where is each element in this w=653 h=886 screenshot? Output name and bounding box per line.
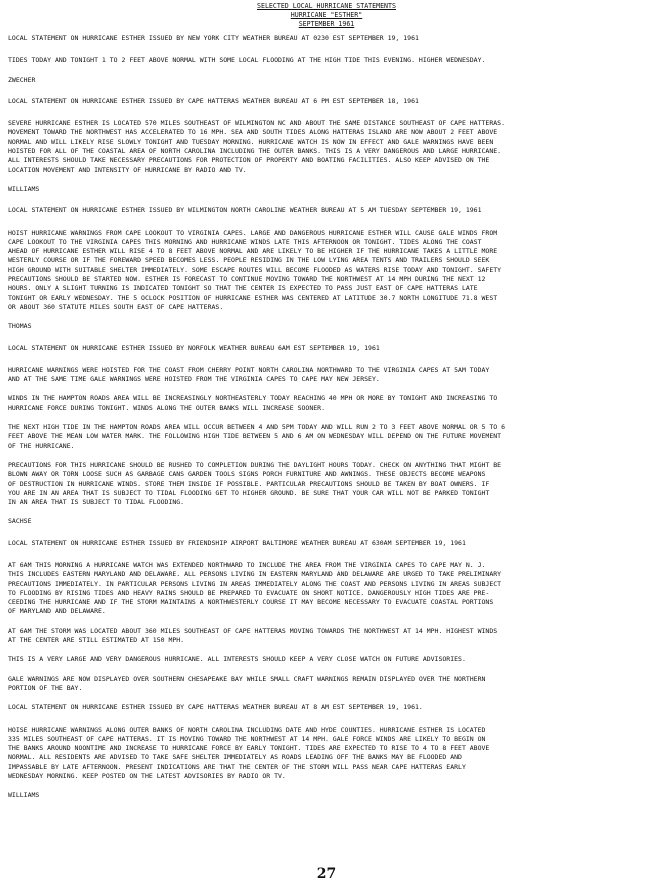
- text-line: HOISTED FOR ALL OF THE COASTAL AREA OF NORTH CAROLINA INCLUDING THE OUTER BANKS. THIS IS A VERY DANGEROUS AND LARGE HURRICANE.: [8, 147, 502, 156]
- statement-heading: [8, 344, 648, 353]
- signature: [8, 185, 648, 194]
- signature: [8, 76, 648, 85]
- paragraph: [8, 119, 648, 175]
- text-line: SEVERE HURRICANE ESTHER IS LOCATED 570 MILES SOUTHEAST OF WILMINGTON NC AND ABOUT THE SAME DISTANCE SOUTHEAST OF CAPE HATTERAS.: [8, 119, 505, 128]
- text-line: LOCAL STATEMENT ON HURRICANE ESTHER ISSUED BY CAPE HATTERAS WEATHER BUREAU AT 8 AM EST SEPTEMBER 19, 1961.: [8, 703, 423, 712]
- text-line: LOCAL STATEMENT ON HURRICANE ESTHER ISSUED BY FRIENDSHIP AIRPORT BALTIMORE WEATHER BUREAU AT 630AM SEPTEMBER 19, 1961: [8, 538, 466, 547]
- text-line: 335 MILES SOUTHEAST OF CAPE HATTERAS. IT IS MOVING TOWARD THE NORTHWEST AT 14 MPH. GALE FORCE WINDS ARE LIKELY TO BEGIN ON: [8, 734, 486, 743]
- text-line: GALE WARNINGS ARE NOW DISPLAYED OVER SOUTHERN CHESAPEAKE BAY WHILE SMALL CRAFT WARNINGS REMAIN DISPLAYED OVER THE NORTHERN: [8, 674, 486, 683]
- page-number: 27: [316, 866, 337, 882]
- paragraph: [8, 394, 648, 413]
- paragraph: [8, 366, 648, 385]
- text-line: ALL INTERESTS SHOULD TAKE NECESSARY PRECAUTIONS FOR PROTECTION OF PROPERTY AND BOATING FACILITIES. ALSO KEEP ADVISED ON THE: [8, 156, 490, 165]
- statement-heading: [8, 97, 648, 106]
- text-line: PORTION OF THE BAY.: [8, 683, 83, 692]
- paragraph: [8, 423, 648, 451]
- text-line: THIS INCLUDES EASTERN MARYLAND AND DELAWARE. ALL PERSONS LIVING IN EASTERN MARYLAND AND DELAWARE ARE URGED TO TAKE PRELIMINARY: [8, 570, 502, 579]
- text-line: HIGH GROUND WITH SUITABLE SHELTER IMMEDIATELY. SOME ESCAPE ROUTES WILL BECOME FLOODED AS WATERS RISE TODAY AND TONIGHT. SAFETY: [8, 265, 502, 274]
- text-line: OR ABOUT 360 STATUTE MILES SOUTH EAST OF CAPE HATTERAS.: [8, 302, 224, 311]
- text-line: LOCAL STATEMENT ON HURRICANE ESTHER ISSUED BY CAPE HATTERAS WEATHER BUREAU AT 6 PM EST SEPTEMBER 18, 1961: [8, 96, 419, 105]
- signature: [8, 791, 648, 800]
- text-line: THE NEXT HIGH TIDE IN THE HAMPTON ROADS AREA WILL OCCUR BETWEEN 4 AND 5PM TODAY AND WILL RUN 2 TO 3 FEET ABOVE NORMAL OR 5 TO 6: [8, 423, 505, 432]
- document-title: SELECTED LOCAL HURRICANE STATEMENTS: [257, 2, 396, 10]
- statement-heading: [8, 206, 648, 215]
- text-line: PRECAUTIONS SHOULD BE STARTED NOW. ESTHER IS FORECAST TO CONTINUE MOVING TOWARD THE NORTHWEST AT 14 MPH DURING THE NEXT 12: [8, 275, 486, 284]
- paragraph: [8, 675, 648, 694]
- text-line: NORMAL. ALL RESIDENTS ARE ADVISED TO TAKE SAFE SHELTER IMMEDIATELY AS ROADS LEADING OFF THE BANKS MAY BE FLOODED AND: [8, 753, 462, 762]
- text-line: TO FLOODING BY RISING TIDES AND HEAVY RAINS SHOULD BE PREPARED TO EVACUATE ON SHORT NOTICE. DANGEROUSLY HIGH TIDES ARE PRE-: [8, 588, 490, 597]
- signature: [8, 517, 648, 526]
- text-line: AT 6AM THE STORM WAS LOCATED ABOUT 360 MILES SOUTHEAST OF CAPE HATTERAS MOVING TOWARDS THE NORTHWEST AT 14 MPH. HIGHEST WINDS: [8, 626, 498, 635]
- statement-heading: [8, 539, 648, 548]
- text-line: AT THE CENTER ARE STILL ESTIMATED AT 150 MPH.: [8, 636, 185, 645]
- signature: [8, 322, 648, 331]
- document-subtitle: HURRICANE "ESTHER": [290, 10, 363, 19]
- text-line: THE BANKS AROUND NOONTIME AND INCREASE TO HURRICANE FORCE BY EARLY TONIGHT. TIDES ARE EXPECTED TO RISE TO 4 TO 8 FEET ABOVE: [8, 744, 490, 753]
- text-line: LOCAL STATEMENT ON HURRICANE ESTHER ISSUED BY NEW YORK CITY WEATHER BUREAU AT 0230 EST SEPTEMBER 19, 1961: [8, 34, 419, 42]
- paragraph: [8, 56, 648, 65]
- text-line: OF DESTRUCTION IN HURRICANE WINDS. STORE THEM INSIDE IF POSSIBLE. PARTICULAR PRECAUTIONS SHOULD BE TAKEN BY BOAT OWNERS. IF: [8, 479, 490, 488]
- document-date: SEPTEMBER 1961: [298, 19, 355, 28]
- paragraph: [8, 627, 648, 646]
- text-line: HOISE HURRICANE WARNINGS ALONG OUTER BANKS OF NORTH CAROLINA INCLUDING DATE AND HYDE COUNTIES. HURRICANE ESTHER IS LOCATED: [8, 725, 486, 734]
- text-line: OF THE HURRICANE.: [8, 441, 75, 450]
- text-line: WILLIAMS: [8, 184, 40, 193]
- text-line: OF MARYLAND AND DELAWARE.: [8, 607, 106, 616]
- text-line: WILLIAMS: [8, 791, 40, 800]
- text-line: WESTERLY COURSE OR IF THE FOREWARD SPEED BECOMES LESS. PEOPLE RESIDING IN THE LOW LYING AREA TENTS AND TRAILERS SHOULD SEEK: [8, 256, 490, 265]
- text-line: THOMAS: [8, 322, 32, 331]
- text-line: YOU ARE IN AN AREA THAT IS SUBJECT TO TIDAL FLOODING GET TO HIGHER GROUND. BE SURE THAT YOUR CAR WILL NOT BE PARKED TONIGHT: [8, 488, 490, 497]
- text-line: FEET ABOVE THE MEAN LOW WATER MARK. THE FOLLOWING HIGH TIDE BETWEEN 5 AND 6 AM ON WEDNESDAY WILL DEPEND ON THE FUTURE MOVEMENT: [8, 432, 502, 441]
- text-line: TIDES TODAY AND TONIGHT 1 TO 2 FEET ABOVE NORMAL WITH SOME LOCAL FLOODING AT THE HIGH TIDE THIS EVENING. HIGHER WEDNESDAY.: [8, 56, 486, 65]
- paragraph: [8, 461, 648, 507]
- statements-body: [8, 34, 648, 813]
- text-line: BLOWN AWAY OR TORN LOOSE SUCH AS GARBAGE CANS GARDEN TOOLS SIGNS PORCH FURNITURE AND AWNINGS. THESE OBJECTS BECOME WEAPONS: [8, 470, 486, 479]
- text-line: LOCATION MOVEMENT AND INTENSITY OF HURRICANE BY RADIO AND TV.: [8, 165, 247, 174]
- text-line: SACHSE: [8, 517, 32, 526]
- statement-heading: [8, 34, 648, 43]
- text-line: AND AT THE SAME TIME GALE WARNINGS WERE HOISTED FROM THE VIRGINIA CAPES TO CAPE MAY NEW JERSEY.: [8, 375, 380, 384]
- text-line: HURRICANE FORCE DURING TONIGHT. WINDS ALONG THE OUTER BANKS WILL INCREASE SOONER.: [8, 403, 325, 412]
- text-line: IN AN AREA THAT IS SUBJECT TO TIDAL FLOODING.: [8, 498, 185, 507]
- text-line: ZWECHER: [8, 75, 36, 84]
- text-line: AHEAD OF HURRICANE ESTHER WILL RISE 4 TO 8 FEET ABOVE NORMAL AND ARE LIKELY TO BE HIGHER IF THE HURRICANE TAKES A LITTLE MORE: [8, 247, 498, 256]
- paragraph: [8, 726, 648, 782]
- statement-heading: [8, 703, 648, 712]
- text-line: TONIGHT OR EARLY WEDNESDAY. THE 5 OCLOCK POSITION OF HURRICANE ESTHER WAS CENTERED AT LATITUDE 30.7 NORTH LONGITUDE 71.8 WEST: [8, 293, 498, 302]
- text-line: LOCAL STATEMENT ON HURRICANE ESTHER ISSUED BY NORFOLK WEATHER BUREAU 6AM EST SEPTEMBER 19, 1961: [8, 343, 380, 352]
- text-line: AT 6AM THIS MORNING A HURRICANE WATCH WAS EXTENDED NORTHWARD TO INCLUDE THE AREA FROM THE VIRGINIA CAPES TO CAPE MAY N. J.: [8, 560, 486, 569]
- document-header: [0, 2, 653, 28]
- text-line: LOCAL STATEMENT ON HURRICANE ESTHER ISSUED BY WILMINGTON NORTH CAROLINE WEATHER BUREAU AT 5 AM TUESDAY SEPTEMBER 19, 1961: [8, 206, 482, 215]
- paragraph: [8, 561, 648, 617]
- text-line: IMPASSABLE BY LATE AFTERNOON. PRESENT INDICATIONS ARE THAT THE CENTER OF THE STORM WILL PASS NEAR CAPE HATTERAS EARLY: [8, 762, 466, 771]
- text-line: WEDNESDAY MORNING. KEEP POSTED ON THE LATEST ADVISORIES BY RADIO OR TV.: [8, 772, 286, 781]
- text-line: PRECAUTIONS FOR THIS HURRICANE SHOULD BE RUSHED TO COMPLETION DURING THE DAYLIGHT HOURS TODAY. CHECK ON ANYTHING THAT MIGHT BE: [8, 460, 502, 469]
- text-line: WINDS IN THE HAMPTON ROADS AREA WILL BE INCREASINGLY NORTHEASTERLY TODAY REACHING 40 MPH OR MORE BY TONIGHT AND INCREASING TO: [8, 394, 498, 403]
- text-line: MOVEMENT TOWARD THE NORTHWEST HAS ACCELERATED TO 16 MPH. SEA AND SOUTH TIDES ALONG HATTERAS ISLAND ARE NOW ABOUT 2 FEET ABOVE: [8, 128, 498, 137]
- text-line: THIS IS A VERY LARGE AND VERY DANGEROUS HURRICANE. ALL INTERESTS SHOULD KEEP A VERY CLOSE WATCH ON FUTURE ADVISORIES.: [8, 655, 466, 664]
- text-line: CEEDING THE HURRICANE AND IF THE STORM MAINTAINS A NORTHWESTERLY COURSE IT MAY BECOME NECESSARY TO EVACUATE COASTAL PORTIONS: [8, 598, 494, 607]
- text-line: CAPE LOOKOUT TO THE VIRGINIA CAPES THIS MORNING AND HURRICANE WINDS LATE THIS AFTERNOON OR TONIGHT. TIDES ALONG THE COAST: [8, 237, 482, 246]
- text-line: HOIST HURRICANE WARNINGS FROM CAPE LOOKOUT TO VIRGINIA CAPES. LARGE AND DANGEROUS HURRICANE ESTHER WILL CAUSE GALE WINDS FROM: [8, 228, 498, 237]
- paragraph: [8, 655, 648, 664]
- text-line: PRECAUTIONS IMMEDIATELY. IN PARTICULAR PERSONS LIVING IN AREAS IMMEDIATELY ALONG THE COAST AND PERSONS LIVING IN AREAS SUBJECT: [8, 579, 502, 588]
- text-line: HURRICANE WARNINGS WERE HOISTED FOR THE COAST FROM CHERRY POINT NORTH CAROLINA NORTHWARD TO THE VIRGINIA CAPES AT 5AM TODAY: [8, 365, 490, 374]
- text-line: HOURS. ONLY A SLIGHT TURNING IS INDICATED TONIGHT SO THAT THE CENTER IS EXPECTED TO PASS JUST EAST OF CAPE HATTERAS LATE: [8, 284, 478, 293]
- paragraph: [8, 229, 648, 313]
- text-line: NORMAL AND WILL LIKELY RISE SLOWLY TONIGHT AND TUESDAY MORNING. HURRICANE WATCH IS NOW IN EFFECT AND GALE WARNINGS HAVE BEEN: [8, 137, 494, 146]
